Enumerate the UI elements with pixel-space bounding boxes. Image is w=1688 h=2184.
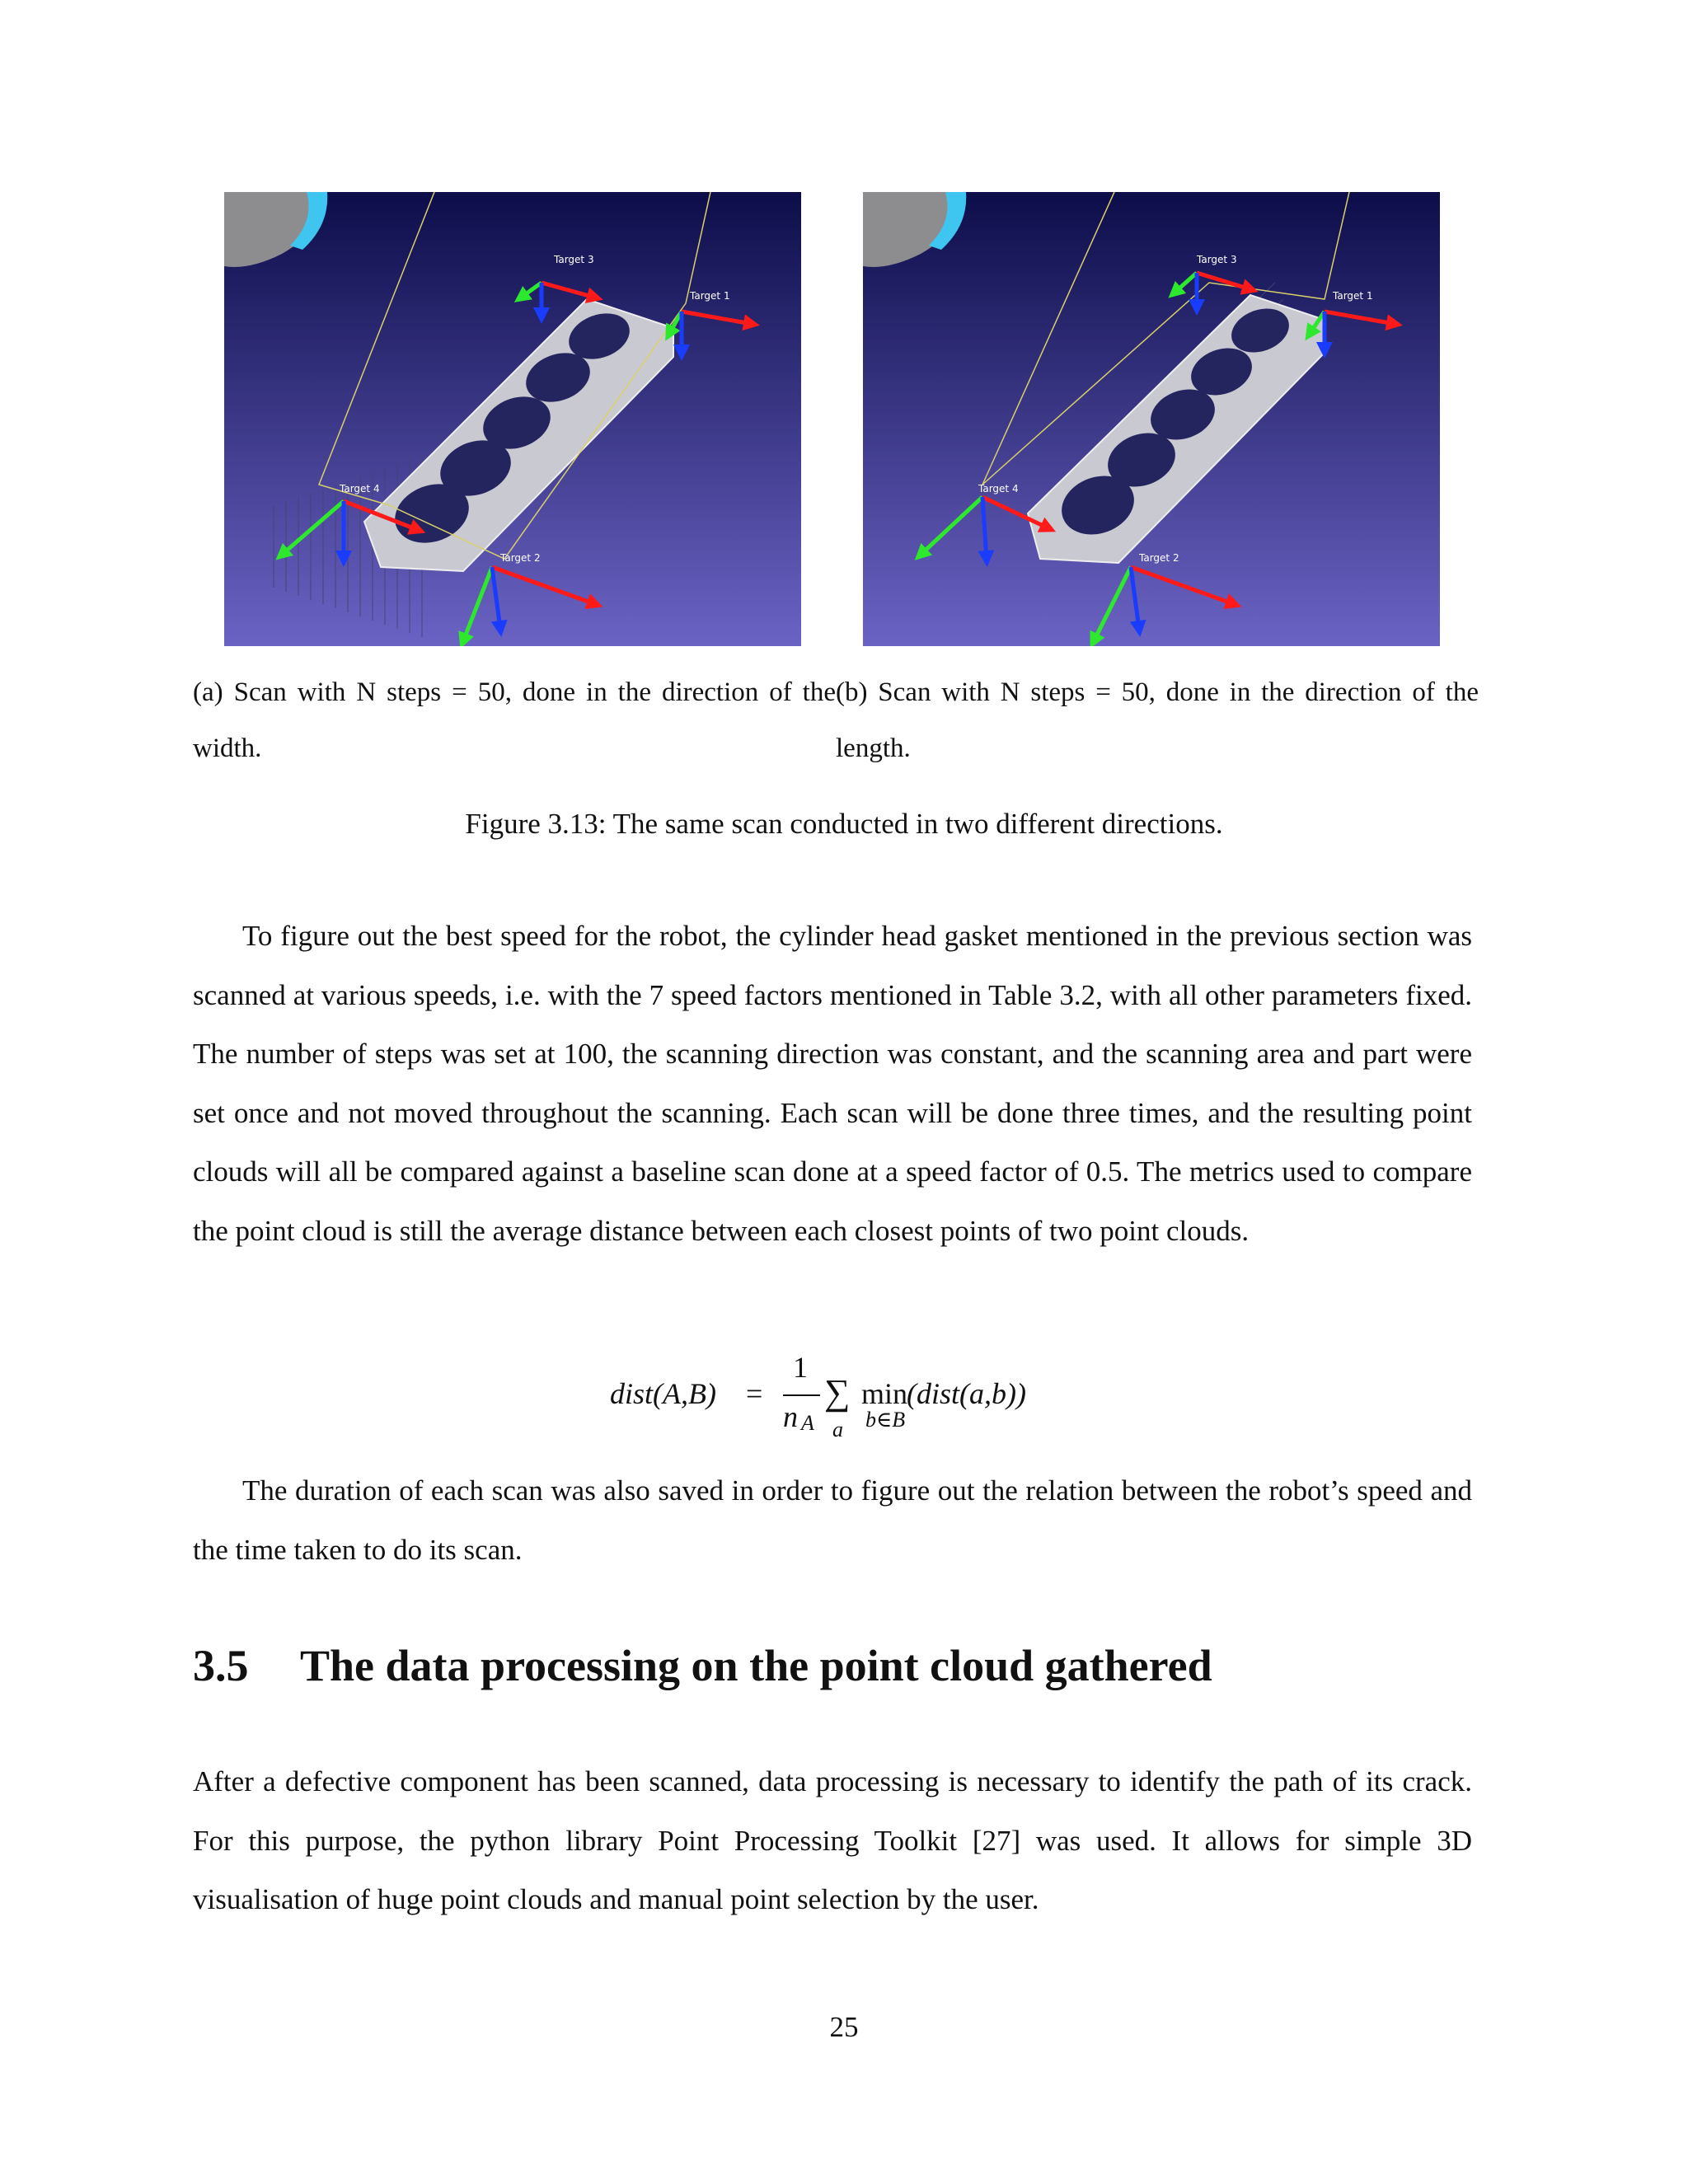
target-4-label: Target 4	[340, 483, 380, 494]
scan-length-render	[863, 192, 1440, 646]
target-2-label: Target 2	[500, 552, 541, 564]
subfigure-a-render	[224, 192, 801, 646]
target-2-label: Target 2	[1139, 552, 1179, 564]
eq-numerator: 1	[793, 1351, 808, 1384]
target-1-label: Target 1	[1333, 290, 1373, 302]
eq-sum-sub: a	[832, 1418, 843, 1441]
distance-equation	[0, 1351, 1688, 1451]
eq-lhs: dist(A,B)	[610, 1377, 716, 1410]
eq-fraction-bar	[783, 1394, 820, 1396]
eq-sum: ∑	[824, 1372, 851, 1413]
eq-min-sub: b∈B	[865, 1408, 906, 1432]
paragraph-duration: The duration of each scan was also saved in order to figure out the relation between the robot’s speed and the time taken to do its scan.	[193, 1474, 1472, 1566]
subfigure-a-caption: (a) Scan with N steps = 50, done in the direction of the width.	[193, 677, 836, 763]
eq-denominator-sub: A	[801, 1411, 814, 1435]
section-number: 3.5	[193, 1641, 249, 1690]
target-3-label: Target 3	[554, 254, 594, 265]
section-title: The data processing on the point cloud gathered	[300, 1641, 1212, 1690]
eq-denominator: n	[783, 1400, 798, 1433]
eq-rhs: (dist(a,b))	[907, 1377, 1026, 1410]
eq-min: min	[861, 1377, 908, 1410]
section-heading	[193, 1640, 1212, 1691]
target-3-label: Target 3	[1197, 254, 1237, 265]
target-4-label: Target 4	[978, 483, 1019, 494]
subfigure-b-caption: (b) Scan with N steps = 50, done in the direction of the length.	[836, 677, 1479, 763]
target-1-label: Target 1	[690, 290, 730, 302]
eq-equals: =	[746, 1377, 763, 1410]
figure-caption: Figure 3.13: The same scan conducted in two different directions.	[465, 808, 1223, 840]
paragraph-data-processing: After a defective component has been scanned, data processing is necessary to identify the path of its crack. For this purpose, the python library Point Processing Toolkit [27] was used. It allows for simple 3D visualisation of huge point clouds and manual point selection by the user.	[193, 1765, 1472, 1915]
subfigure-b-render	[863, 192, 1440, 646]
paragraph-speed-test: To figure out the best speed for the robot, the cylinder head gasket mentioned in the previous section was scanned at various speeds, i.e. with the 7 speed factors mentioned in Table 3.2, with all other parameters fixed. The number of steps was set at 100, the scanning direction was constant, and the scanning area and part were set once and not moved throughout the scanning. Each scan will be done three times, and the resulting point clouds will all be compared against a baseline scan done at a speed factor of 0.5. The metrics used to compare the point cloud is still the average distance between each closest points of two point clouds.	[193, 920, 1472, 1247]
scan-width-render	[224, 192, 801, 646]
page-number: 25	[829, 2011, 859, 2043]
